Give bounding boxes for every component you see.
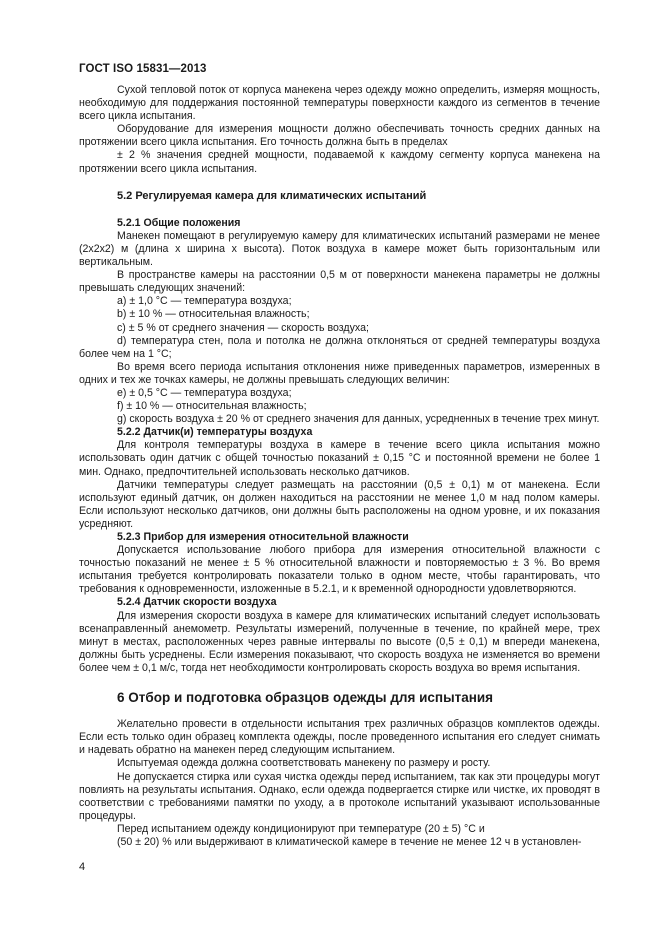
- document-body: [79, 84, 600, 849]
- subsection-heading-5-2-3: 5.2.3 Прибор для измерения относительной влажности: [117, 531, 409, 543]
- list-item: e) ± 0,5 °C — температура воздуха;: [117, 386, 292, 399]
- paragraph: Перед испытанием одежду кондиционируют при температуре (20 ± 5) °C и: [117, 822, 485, 835]
- paragraph: Сухой тепловой поток от корпуса манекена через одежду можно определить, измеряя мощность, необходимую для поддержания постоянной температуры поверхности каждого из сегментов в течение всего цикла испытания.: [79, 84, 600, 123]
- paragraph: Датчики температуры следует размещать на расстоянии (0,5 ± 0,1) м от манекена. Если используют единый датчик, он должен находиться на расстоянии не менее 1,0 м над полом камеры. Если используют несколько датчиков, они должны быть расположены на одном уровне, и их показания усредняют.: [79, 478, 600, 530]
- section-heading-5-2: 5.2 Регулируемая камера для климатических испытаний: [117, 189, 427, 202]
- subsection-heading-5-2-2: 5.2.2 Датчик(и) температуры воздуха: [117, 426, 313, 439]
- paragraph: Не допускается стирка или сухая чистка одежды перед испытанием, так как эти процедуры могут повлиять на результаты испытания. Однако, если одежда подвергается стирке или чистке, их проводят в соответствии с требованиями памятки по уходу, а в протоколе испытаний указывают использованные процедуры.: [79, 770, 600, 822]
- section-heading-6: 6 Отбор и подготовка образцов одежды для испытания: [117, 690, 494, 706]
- list-item: f) ± 10 % — относительная влажность;: [117, 400, 307, 413]
- paragraph: Манекен помещают в регулируемую камеру для климатических испытаний размерами не менее (2х2х2) м (длина х ширина х высота). Поток воздуха в камере может быть горизонтальным или вертикальным.: [79, 229, 600, 269]
- list-item: b) ± 10 % — относительная влажность;: [117, 308, 310, 321]
- list-item: c) ± 5 % от среднего значения — скорость воздуха;: [117, 321, 369, 334]
- paragraph: (50 ± 20) % или выдерживают в климатической камере в течение не менее 12 ч в установлен-: [117, 835, 582, 848]
- paragraph: Желательно провести в отдельности испытания трех различных образцов комплектов одежды. Если есть только один образец комплекта одежды, после проведенного испытания его следует снимать и надевать обратно на манекен перед следующим испытанием.: [79, 718, 600, 757]
- list-item: d) температура стен, пола и потолка не должна отклоняться от средней температуры воздуха более чем на 1 °C;: [79, 334, 600, 360]
- paragraph: В пространстве камеры на расстоянии 0,5 м от поверхности манекена параметры не должны превышать следующих значений:: [79, 269, 600, 295]
- list-item: a) ± 1,0 °C — температура воздуха;: [117, 295, 292, 308]
- paragraph: Оборудование для измерения мощности должно обеспечивать точность средних данных на протяжении всего цикла испытания. Его точность должна быть в пределах: [79, 123, 600, 149]
- subsection-heading-5-2-4: 5.2.4 Датчик скорости воздуха: [117, 596, 277, 609]
- paragraph: ± 2 % значения средней мощности, подаваемой к каждому сегменту корпуса манекена на протяжении всего цикла испытания.: [79, 149, 600, 175]
- paragraph: Для контроля температуры воздуха в камере в течение всего цикла испытания можно использовать один датчик с общей точностью показаний ± 0,15 °C и постоянной времени не более 1 мин. Однако, предпочтительней использовать несколько датчиков.: [79, 439, 600, 478]
- subsection-heading-5-2-1: 5.2.1 Общие положения: [117, 216, 241, 229]
- document-header: ГОСТ ISO 15831—2013: [79, 63, 207, 75]
- page-number: 4: [79, 861, 86, 873]
- list-item: g) скорость воздуха ± 20 % от среднего значения для данных, усредненных в течение трех минут.: [117, 413, 600, 426]
- paragraph: Допускается использование любого прибора для измерения относительной влажности с точностью показаний не менее ± 5 % относительной влажности и повторяемостью ± 3 %. Во время испытания требуется контролировать показатели только в одном месте, чтобы гарантировать, что требования к одновременности, изложенные в 5.2.1, и к временной однородности удовлетворяются.: [79, 544, 600, 596]
- paragraph: Испытуемая одежда должна соответствовать манекену по размеру и росту.: [117, 757, 491, 770]
- paragraph: Для измерения скорости воздуха в камере для климатических испытаний следует использовать всенаправленный анемометр. Результаты измерений, полученные в течение, по крайней мере, трех минут в местах, расположенных через равные интервалы по высоте (0,5 ± 0,1) м впереди манекена, должны быть усреднены. Если измерения показывают, что скорость воздуха не изменяется во времени более чем ± 0,1 м/с, тогда нет необходимости контролировать скорость воздуха во время испытания.: [79, 609, 600, 674]
- paragraph: Во время всего периода испытания отклонения ниже приведенных параметров, измеренных в одних и тех же точках камеры, не должны превышать следующих величин:: [79, 360, 600, 386]
